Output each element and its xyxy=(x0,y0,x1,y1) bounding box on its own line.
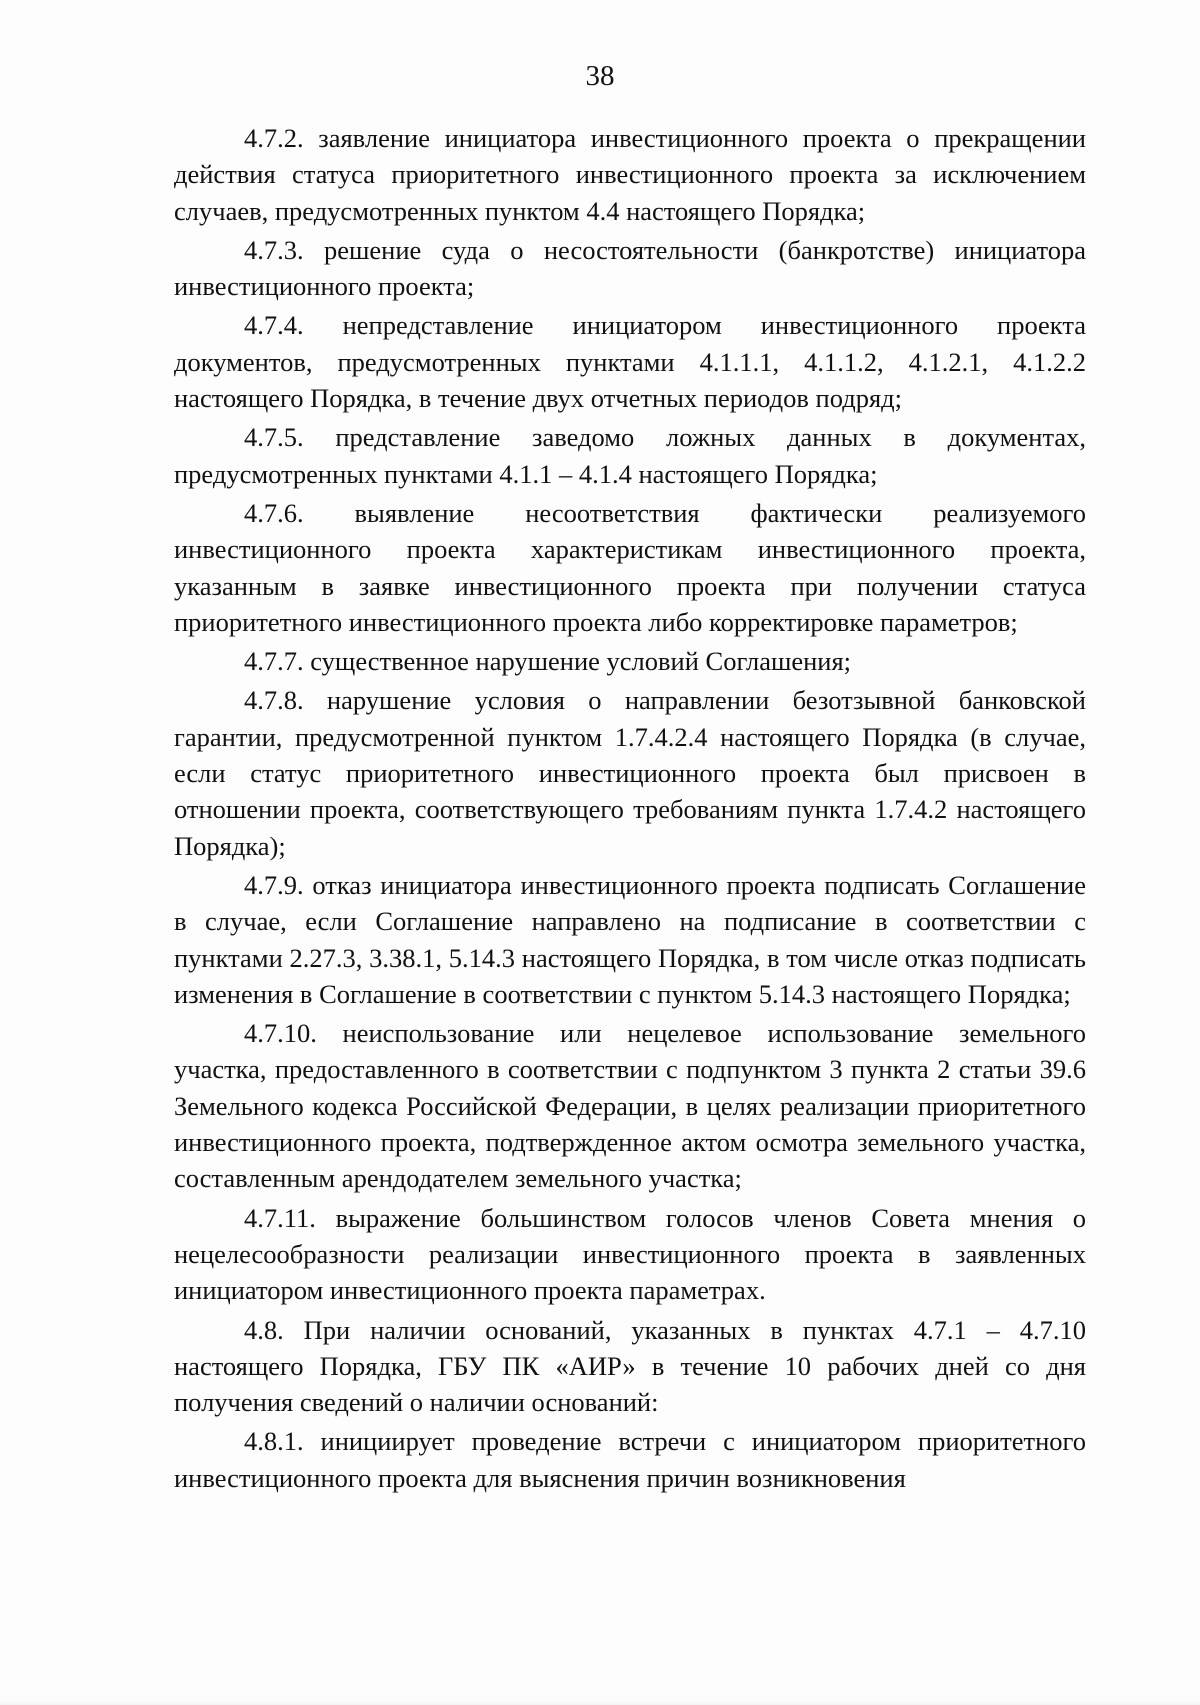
paragraph-4-7-10: 4.7.10. неиспользование или нецелевое использование земельного участка, предоставленного в соответствии с подпунктом 3 пункта 2 статьи 39.6 Земельного кодекса Российской Федерации, в целях реализации приоритетного инвестиционного проекта, подтвержденное актом осмотра земельного участка, составленным арендодателем земельного участка; xyxy=(174,1018,1086,1194)
paragraph-4-7-4: 4.7.4. непредставление инициатором инвестиционного проекта документов, предусмотренных пунктами 4.1.1.1, 4.1.1.2, 4.1.2.1, 4.1.2.2 настоящего Порядка, в течение двух отчетных периодов подряд; xyxy=(174,310,1086,414)
paragraph-4-8: 4.8. При наличии оснований, указанных в пунктах 4.7.1 – 4.7.10 настоящего Порядка, ГБУ ПК «АИР» в течение 10 рабочих дней со дня получения сведений о наличии оснований: xyxy=(174,1314,1086,1418)
paragraph-4-7-6: 4.7.6. выявление несоответствия фактически реализуемого инвестиционного проекта характеристикам инвестиционного проекта, указанным в заявке инвестиционного проекта при получении статуса приоритетного инвестиционного проекта либо корректировке параметров; xyxy=(174,497,1086,637)
document-body xyxy=(174,120,1086,1499)
paragraph-4-7-11: 4.7.11. выражение большинством голосов членов Совета мнения о нецелесообразности реализации инвестиционного проекта в заявленных инициатором инвестиционного проекта параметрах. xyxy=(174,1202,1086,1306)
paragraph-4-7-3: 4.7.3. решение суда о несостоятельности (банкротстве) инициатора инвестиционного проекта; xyxy=(174,234,1086,302)
paragraph-4-8-1: 4.8.1. инициирует проведение встречи с инициатором приоритетного инвестиционного проекта для выяснения причин возникновения xyxy=(174,1426,1086,1493)
scan-edge-shadow xyxy=(0,1699,1200,1705)
page-number: 38 xyxy=(585,60,615,92)
paragraph-4-7-9: 4.7.9. отказ инициатора инвестиционного проекта подписать Соглашение в случае, если Соглашение направлено на подписание в соответствии с пунктами 2.27.3, 3.38.1, 5.14.3 настоящего Порядка, в том числе отказ подписать изменения в Соглашение в соответствии с пунктом 5.14.3 настоящего Порядка; xyxy=(174,869,1086,1009)
paragraph-4-7-2: 4.7.2. заявление инициатора инвестиционного проекта о прекращении действия статуса приоритетного инвестиционного проекта за исключением случаев, предусмотренных пунктом 4.4 настоящего Порядка; xyxy=(174,123,1086,226)
paragraph-4-7-7: 4.7.7. существенное нарушение условий Соглашения; xyxy=(244,646,852,677)
paragraph-4-7-5: 4.7.5. представление заведомо ложных данных в документах, предусмотренных пунктами 4.1.1 – 4.1.4 настоящего Порядка; xyxy=(174,422,1086,489)
paragraph-4-7-8: 4.7.8. нарушение условия о направлении безотзывной банковской гарантии, предусмотренной пунктом 1.7.4.2.4 настоящего Порядка (в случае, если статус приоритетного инвестиционного проекта был присвоен в отношении проекта, соответствующего требованиям пункта 1.7.4.2 настоящего Порядка); xyxy=(174,685,1086,861)
